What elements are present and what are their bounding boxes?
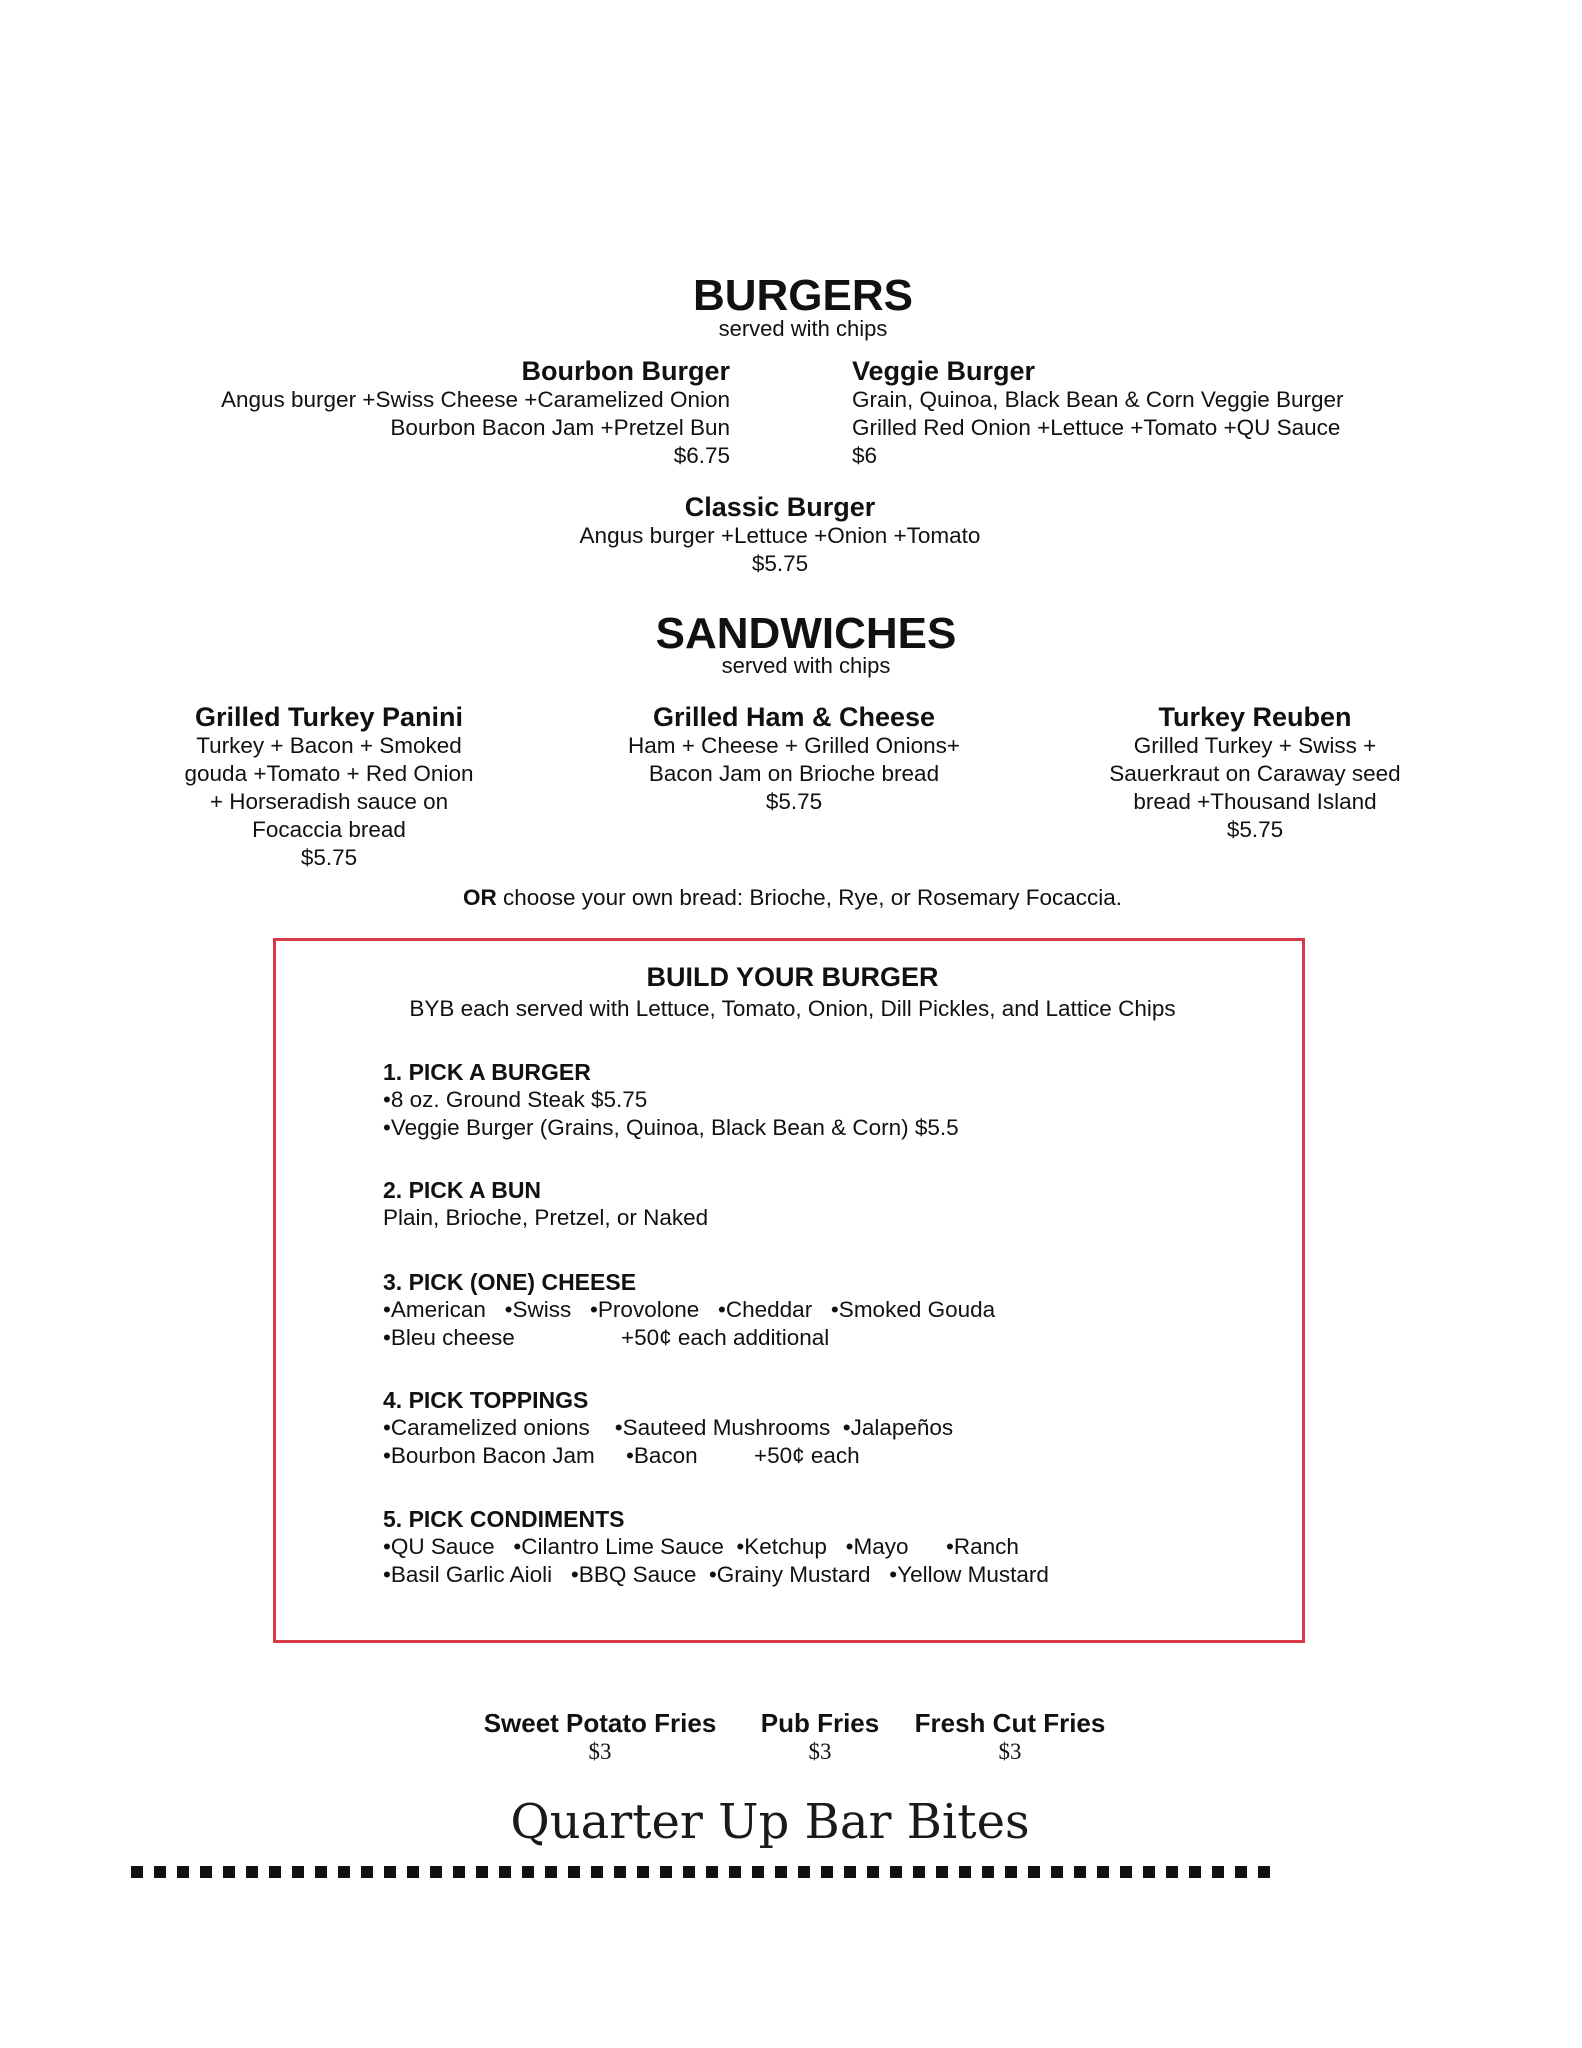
divider-square bbox=[1074, 1866, 1086, 1878]
step-line: •American •Swiss •Provolone •Cheddar •Smoked Gouda bbox=[383, 1297, 996, 1322]
divider-square bbox=[821, 1866, 833, 1878]
item-name: Veggie Burger bbox=[852, 356, 1036, 386]
byb-step-1 bbox=[383, 1058, 959, 1142]
divider-square bbox=[522, 1866, 534, 1878]
divider-square bbox=[1120, 1866, 1132, 1878]
step-line: •Basil Garlic Aioli •BBQ Sauce •Grainy Mustard •Yellow Mustard bbox=[383, 1562, 1049, 1587]
item-price: $6.75 bbox=[673, 443, 730, 468]
item-description: Angus burger +Lettuce +Onion +Tomato bbox=[579, 523, 981, 548]
divider-square bbox=[913, 1866, 925, 1878]
item-name: Grilled Turkey Panini bbox=[194, 702, 464, 732]
divider-square bbox=[430, 1866, 442, 1878]
menu-item-grilled-ham-cheese bbox=[590, 702, 998, 816]
divider-square bbox=[982, 1866, 994, 1878]
step-line: •Bourbon Bacon Jam •Bacon +50¢ each bbox=[383, 1443, 860, 1468]
item-price: $6 bbox=[852, 443, 878, 468]
divider-square bbox=[568, 1866, 580, 1878]
step-line: •Veggie Burger (Grains, Quinoa, Black Bean & Corn) $5.5 bbox=[383, 1115, 959, 1140]
divider-square bbox=[1235, 1866, 1247, 1878]
divider-square bbox=[637, 1866, 649, 1878]
byb-step-3 bbox=[383, 1268, 995, 1352]
divider-square bbox=[660, 1866, 672, 1878]
bread-option-note bbox=[463, 884, 1263, 912]
divider-square bbox=[683, 1866, 695, 1878]
divider-square bbox=[154, 1866, 166, 1878]
divider-square bbox=[338, 1866, 350, 1878]
divider-square bbox=[499, 1866, 511, 1878]
step-title: 1. PICK A BURGER bbox=[383, 1059, 591, 1085]
item-description: Focaccia bread bbox=[252, 817, 406, 842]
divider-square bbox=[1028, 1866, 1040, 1878]
burgers-heading: BURGERS bbox=[692, 271, 914, 320]
divider-square bbox=[798, 1866, 810, 1878]
item-description: Bourbon Bacon Jam +Pretzel Bun bbox=[390, 415, 730, 440]
menu-item-classic-burger bbox=[480, 492, 1080, 578]
menu-item-grilled-turkey-panini bbox=[155, 702, 503, 872]
divider-square bbox=[1097, 1866, 1109, 1878]
divider-square bbox=[844, 1866, 856, 1878]
step-line: •QU Sauce •Cilantro Lime Sauce •Ketchup •Mayo •Ranch bbox=[383, 1534, 1019, 1559]
item-description: bread +Thousand Island bbox=[1133, 789, 1377, 814]
byb-intro: BYB each served with Lettuce, Tomato, Onion, Dill Pickles, and Lattice Chips bbox=[409, 996, 1176, 1021]
sandwiches-subheading: served with chips bbox=[721, 653, 891, 678]
item-price: $5.75 bbox=[765, 789, 823, 814]
divider-square bbox=[315, 1866, 327, 1878]
byb-step-2 bbox=[383, 1176, 708, 1232]
item-price: $5.75 bbox=[1226, 817, 1284, 842]
divider-square bbox=[729, 1866, 741, 1878]
item-name: Fresh Cut Fries bbox=[914, 1708, 1106, 1738]
item-price: $3 bbox=[588, 1739, 612, 1764]
item-description: Turkey + Bacon + Smoked bbox=[196, 733, 462, 758]
item-description: Grain, Quinoa, Black Bean & Corn Veggie Burger bbox=[852, 387, 1344, 412]
divider-square bbox=[246, 1866, 258, 1878]
divider-square bbox=[936, 1866, 948, 1878]
byb-step-4 bbox=[383, 1386, 953, 1470]
divider-square bbox=[177, 1866, 189, 1878]
divider-square bbox=[752, 1866, 764, 1878]
divider-square bbox=[453, 1866, 465, 1878]
menu-item-bourbon-burger bbox=[120, 356, 730, 470]
fries-item-fresh-cut bbox=[900, 1708, 1120, 1766]
divider-square bbox=[361, 1866, 373, 1878]
bread-option-text: choose your own bread: Brioche, Rye, or Rosemary Focaccia. bbox=[496, 885, 1123, 910]
divider-square bbox=[131, 1866, 143, 1878]
divider-square bbox=[1143, 1866, 1155, 1878]
divider-square bbox=[775, 1866, 787, 1878]
divider-square bbox=[384, 1866, 396, 1878]
step-title: 3. PICK (ONE) CHEESE bbox=[383, 1269, 637, 1295]
item-price: $5.75 bbox=[300, 845, 358, 870]
divider-square bbox=[1005, 1866, 1017, 1878]
bread-option-or: OR bbox=[463, 885, 497, 910]
divider-square bbox=[890, 1866, 902, 1878]
divider-square bbox=[292, 1866, 304, 1878]
divider-square bbox=[1212, 1866, 1224, 1878]
step-title: 4. PICK TOPPINGS bbox=[383, 1387, 589, 1413]
item-description: Grilled Red Onion +Lettuce +Tomato +QU Sauce bbox=[852, 415, 1341, 440]
item-name: Grilled Ham & Cheese bbox=[652, 702, 936, 732]
divider-square bbox=[614, 1866, 626, 1878]
divider-square bbox=[867, 1866, 879, 1878]
divider-square bbox=[200, 1866, 212, 1878]
menu-item-turkey-reuben bbox=[1080, 702, 1430, 844]
divider-square bbox=[1189, 1866, 1201, 1878]
item-price: $3 bbox=[998, 1739, 1022, 1764]
item-description: gouda +Tomato + Red Onion bbox=[184, 761, 474, 786]
divider-square bbox=[476, 1866, 488, 1878]
step-line: •Bleu cheese +50¢ each additional bbox=[383, 1325, 830, 1350]
byb-title: BUILD YOUR BURGER bbox=[646, 962, 939, 992]
item-price: $3 bbox=[808, 1739, 832, 1764]
divider-square bbox=[706, 1866, 718, 1878]
item-name: Pub Fries bbox=[760, 1708, 880, 1738]
item-name: Turkey Reuben bbox=[1158, 702, 1352, 732]
item-name: Classic Burger bbox=[684, 492, 876, 522]
step-title: 2. PICK A BUN bbox=[383, 1177, 542, 1203]
byb-step-5 bbox=[383, 1505, 1049, 1589]
step-line: •Caramelized onions •Sauteed Mushrooms •Jalapeños bbox=[383, 1415, 954, 1440]
item-description: + Horseradish sauce on bbox=[209, 789, 449, 814]
step-line: Plain, Brioche, Pretzel, or Naked bbox=[383, 1205, 709, 1230]
checkered-divider bbox=[131, 1866, 1270, 1878]
item-description: Angus burger +Swiss Cheese +Caramelized Onion bbox=[220, 387, 730, 412]
divider-square bbox=[1051, 1866, 1063, 1878]
item-description: Sauerkraut on Caraway seed bbox=[1109, 761, 1401, 786]
divider-square bbox=[591, 1866, 603, 1878]
step-line: •8 oz. Ground Steak $5.75 bbox=[383, 1087, 648, 1112]
item-name: Sweet Potato Fries bbox=[483, 1708, 717, 1738]
divider-square bbox=[1166, 1866, 1178, 1878]
item-name: Bourbon Burger bbox=[521, 356, 730, 386]
item-description: Ham + Cheese + Grilled Onions+ bbox=[627, 733, 961, 758]
step-title: 5. PICK CONDIMENTS bbox=[383, 1506, 625, 1532]
fries-item-pub bbox=[740, 1708, 900, 1766]
item-price: $5.75 bbox=[751, 551, 809, 576]
divider-square bbox=[269, 1866, 281, 1878]
sandwiches-heading: SANDWICHES bbox=[655, 609, 957, 658]
divider-square bbox=[1258, 1866, 1270, 1878]
divider-square bbox=[959, 1866, 971, 1878]
divider-square bbox=[223, 1866, 235, 1878]
divider-square bbox=[545, 1866, 557, 1878]
divider-square bbox=[407, 1866, 419, 1878]
fries-item-sweet-potato bbox=[470, 1708, 730, 1766]
item-description: Grilled Turkey + Swiss + bbox=[1133, 733, 1377, 758]
burgers-subheading: served with chips bbox=[718, 316, 888, 341]
item-description: Bacon Jam on Brioche bread bbox=[648, 761, 940, 786]
restaurant-title: Quarter Up Bar Bites bbox=[510, 1794, 1030, 1850]
menu-item-veggie-burger bbox=[852, 356, 1412, 470]
